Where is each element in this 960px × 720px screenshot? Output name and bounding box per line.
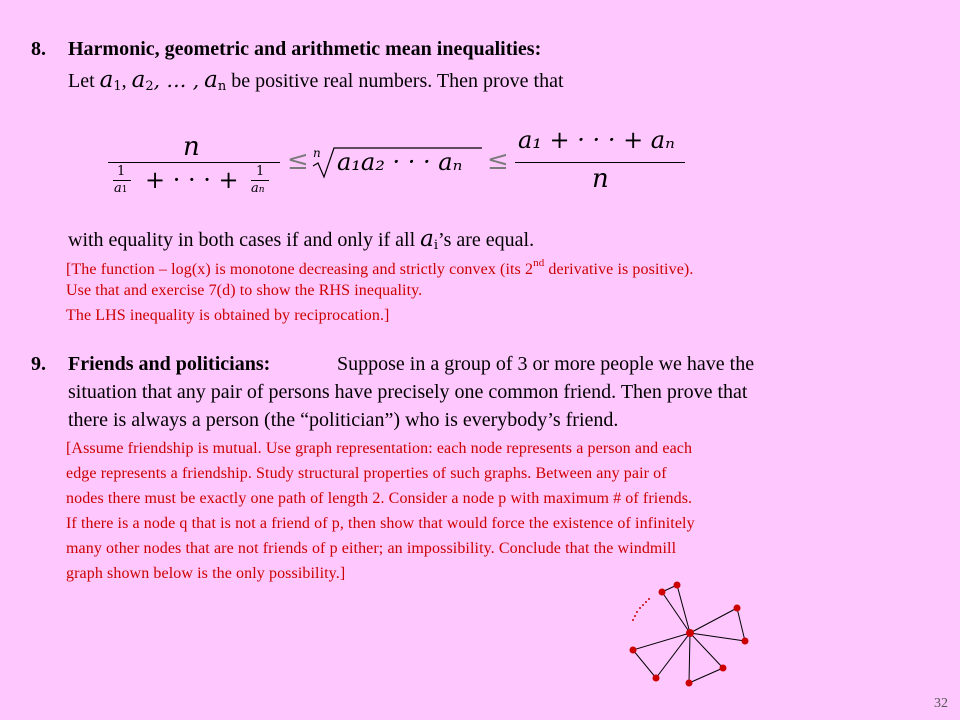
hm-frac1-num: 1 xyxy=(117,164,126,179)
item9-hint-line-5: many other nodes that are not friends of p either; an impossibility. Conclude that the windmill xyxy=(66,540,677,557)
let-tail: be positive real numbers. Then prove that xyxy=(231,70,564,92)
var-ai: $a_i$ xyxy=(420,226,439,253)
item8-number: 8. xyxy=(31,38,46,60)
graph-node xyxy=(742,638,749,645)
graph-node xyxy=(686,680,693,687)
graph-node xyxy=(653,675,660,682)
comma: , xyxy=(121,70,127,92)
hm-frac1-den: a1 xyxy=(114,181,128,196)
item8-hint-line-2: Use that and exercise 7(d) to show the RHS inequality. xyxy=(66,282,423,299)
hm-frac2-den: an xyxy=(251,181,265,196)
am-numerator: a₁ + · · · + aₙ xyxy=(518,126,675,154)
item9-title: Friends and politicians: xyxy=(68,353,271,375)
graph-node xyxy=(674,582,681,589)
var-an: $a_n$ xyxy=(204,67,227,94)
var-a2: $a_2$ xyxy=(131,67,154,94)
item8-hint-line-1: [The function – log(x) is monotone decreasing and strictly convex (its 2nd derivative is positive). xyxy=(66,257,694,278)
item9-line-3: there is always a person (the “politician”) who is everybody’s friend. xyxy=(68,409,619,431)
hm-numerator: n xyxy=(183,132,200,162)
let-word: Let xyxy=(68,70,95,92)
ellipsis: , … , xyxy=(153,68,200,92)
item9-hint-line-2: edge represents a friendship. Study structural properties of such graphs. Between any pair of xyxy=(66,465,667,482)
item8-title: Harmonic, geometric and arithmetic mean inequalities: xyxy=(68,38,542,60)
graph-node xyxy=(720,665,727,672)
hm-frac2-num: 1 xyxy=(256,164,265,179)
leq-symbol-2: ≤ xyxy=(487,146,509,176)
item9-hint-line-1: [Assume friendship is mutual. Use graph representation: each node represents a person and each xyxy=(66,440,693,457)
continuation-dots xyxy=(632,598,650,621)
equality-condition: with equality in both cases if and only if all $a_i’s$ are equal. xyxy=(68,226,535,253)
item9-hint-line-4: If there is a node q that is not a friend of p, then show that would force the existence of infinitely xyxy=(66,515,695,532)
hm-plus-dots: + · · · + xyxy=(145,166,239,194)
am-denominator: n xyxy=(592,164,609,194)
item9-line-2: situation that any pair of persons have precisely one common friend. Then prove that xyxy=(68,381,748,403)
root-index: n xyxy=(313,146,321,160)
gm-body: a₁a₂ · · · aₙ xyxy=(337,148,463,176)
item9-hint-line-6: graph shown below is the only possibility.] xyxy=(66,565,346,582)
hm-fraction-bar xyxy=(108,162,280,163)
graph-node xyxy=(734,605,741,612)
item9-number: 9. xyxy=(31,353,46,375)
graph-node xyxy=(659,589,666,596)
am-fraction-bar xyxy=(515,162,685,163)
item8-hint-line-3: The LHS inequality is obtained by reciprocation.] xyxy=(66,307,390,324)
page-number: 32 xyxy=(934,696,948,711)
item9-hint-line-3: nodes there must be exactly one path of length 2. Consider a node p with maximum # of friends. xyxy=(66,490,693,507)
windmill-graph xyxy=(600,570,770,695)
leq-symbol-1: ≤ xyxy=(287,146,309,176)
graph-node xyxy=(630,647,637,654)
item8-statement xyxy=(68,67,564,94)
center-node xyxy=(686,629,694,637)
var-a1: $a_1$ xyxy=(99,67,122,94)
item9-line-1: Suppose in a group of 3 or more people we have the xyxy=(337,353,755,375)
